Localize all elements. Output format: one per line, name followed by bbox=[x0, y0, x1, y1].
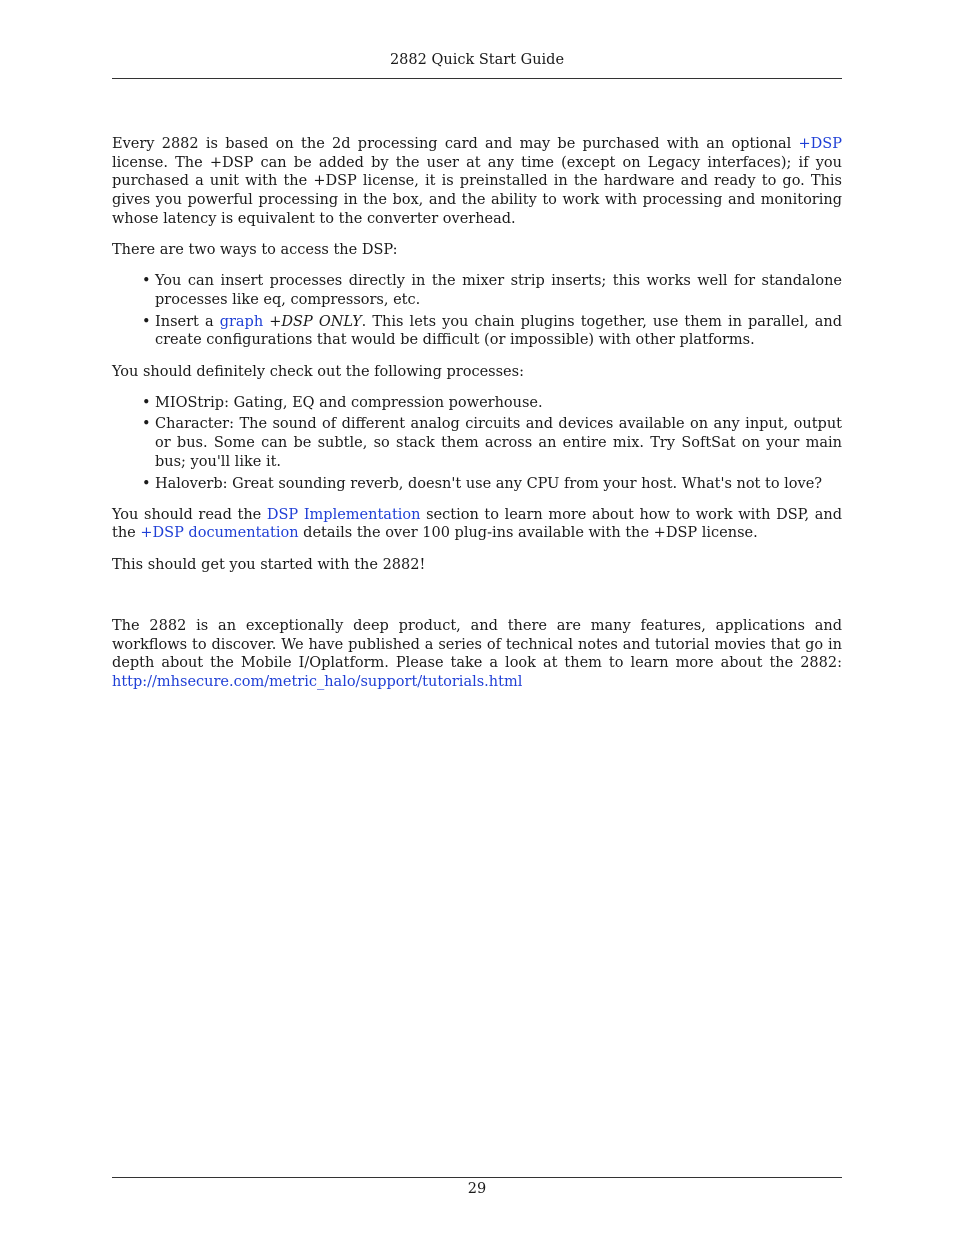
access-paragraph: There are two ways to access the DSP: bbox=[112, 242, 398, 259]
graph-link[interactable]: graph bbox=[219, 313, 264, 330]
tutorials-paragraph: The 2882 is an exceptionally deep product, and there are many features, applications and workflows to discover. We have published a series of technical notes and tutorial movies that go in depth about the Mobile I/Oplatform. Please take a look at them to learn more about the 2882: http://mhsecure.com/metric_halo/support/tutorials.html bbox=[112, 617, 842, 690]
access-list bbox=[112, 272, 842, 350]
page-content bbox=[112, 135, 842, 704]
list-item: • You can insert processes directly in the mixer strip inserts; this works well for standalone processes like eq, compressors, etc. bbox=[155, 272, 842, 309]
page-number: 29 bbox=[467, 1181, 487, 1197]
read-more-paragraph: You should read the DSP Implementation section to learn more about how to work with DSP, and the +DSP documentation details the over 100 plug-ins available with the +DSP license. bbox=[112, 506, 842, 542]
list-item: • MIOStrip: Gating, EQ and compression powerhouse. bbox=[155, 394, 842, 413]
dsp-implementation-link[interactable]: DSP Implementation bbox=[266, 506, 421, 523]
header-title: 2882 Quick Start Guide bbox=[389, 52, 565, 68]
list-item: • Haloverb: Great sounding reverb, doesn't use any CPU from your host. What's not to love? bbox=[155, 475, 842, 494]
intro-paragraph: Every 2882 is based on the 2d processing card and may be purchased with an optional +DSP license. The +DSP can be added by the user at any time (except on Legacy interfaces); if you purchased a unit with the +DSP license, it is preinstalled in the hardware and ready to go. This gives you powerful processing in the box, and the ability to work with processing and monitoring whose latency is equivalent to the converter overhead. bbox=[112, 136, 842, 227]
list-item: • Character: The sound of different analog circuits and devices available on any input, output or bus. Some can be subtle, so stack them across an entire mix. Try SoftSat on your main bus; you'll like it. bbox=[155, 415, 842, 471]
dsp-only-note: +DSP ONLY bbox=[263, 313, 362, 330]
section-gap bbox=[112, 587, 842, 617]
footer-rule bbox=[112, 1177, 842, 1178]
page-footer bbox=[112, 1181, 842, 1197]
processes-list bbox=[112, 394, 842, 494]
get-started-paragraph: This should get you started with the 2882! bbox=[112, 556, 426, 573]
tutorials-link[interactable]: http://mhsecure.com/metric_halo/support/tutorials.html bbox=[112, 673, 523, 690]
list-item: • Insert a graph +DSP ONLY. This lets you chain plugins together, use them in parallel, and create configurations that would be difficult (or impossible) with other platforms. bbox=[155, 313, 842, 350]
page-header bbox=[112, 52, 842, 68]
processes-paragraph: You should definitely check out the following processes: bbox=[112, 363, 524, 380]
dsp-documentation-link[interactable]: +DSP documentation bbox=[140, 525, 299, 542]
header-rule bbox=[112, 78, 842, 79]
dsp-link[interactable]: +DSP bbox=[798, 136, 842, 152]
